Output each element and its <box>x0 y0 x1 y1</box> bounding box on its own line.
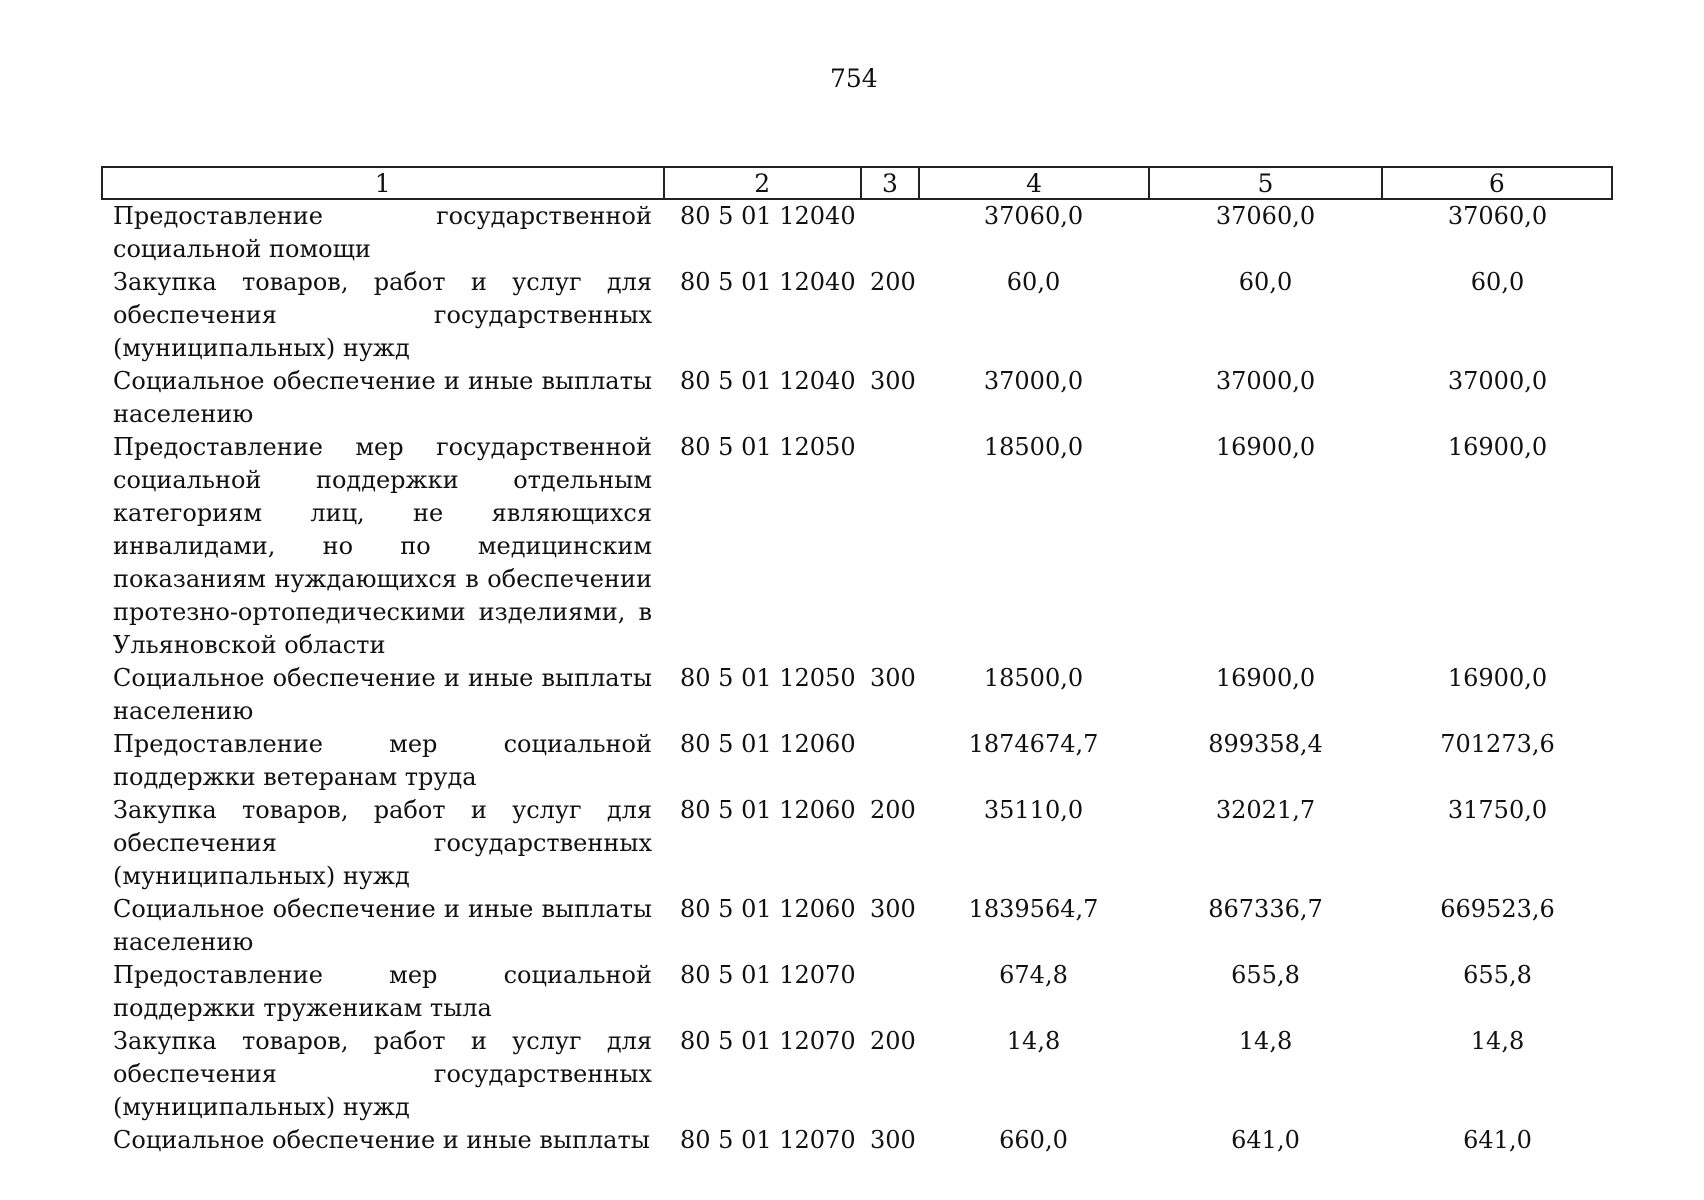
row-code: 80 5 01 12060 <box>680 730 856 758</box>
row-value-6: 701273,6 <box>1440 730 1555 758</box>
table-row <box>101 728 1613 794</box>
row-value-5: 16900,0 <box>1215 664 1316 692</box>
row-code: 80 5 01 12070 <box>680 1126 856 1154</box>
table-row <box>101 893 1613 959</box>
row-value-6: 641,0 <box>1463 1126 1532 1154</box>
header-col-3: 3 <box>860 168 918 198</box>
row-type: 200 <box>870 268 916 296</box>
row-code: 80 5 01 12070 <box>680 1027 856 1055</box>
row-name: Предоставление мер социальной поддержки труженикам тыла <box>113 961 652 1022</box>
row-value-6: 655,8 <box>1463 961 1532 989</box>
row-value-4: 35110,0 <box>983 796 1084 824</box>
row-value-4: 37000,0 <box>983 367 1084 395</box>
row-value-6: 669523,6 <box>1440 895 1555 923</box>
row-value-4: 660,0 <box>999 1126 1068 1154</box>
table-header-row <box>101 166 1613 200</box>
table-row <box>101 1025 1613 1124</box>
table-row <box>101 365 1613 431</box>
row-value-6: 16900,0 <box>1447 433 1548 461</box>
row-type <box>860 200 918 266</box>
table-row <box>101 431 1613 662</box>
row-value-4: 1874674,7 <box>968 730 1099 758</box>
row-value-5: 32021,7 <box>1215 796 1316 824</box>
row-name: Закупка товаров, работ и услуг для обеспечения государственных (муниципальных) нужд <box>113 1027 652 1121</box>
row-value-5: 37060,0 <box>1215 202 1316 230</box>
row-code: 80 5 01 12060 <box>680 796 856 824</box>
row-value-4: 674,8 <box>999 961 1068 989</box>
row-value-6: 16900,0 <box>1447 664 1548 692</box>
row-value-4: 1839564,7 <box>968 895 1099 923</box>
row-type <box>860 431 918 662</box>
row-code: 80 5 01 12040 <box>680 367 856 395</box>
row-name: Предоставление мер государственной социальной поддержки отдельным категориям лиц, не являющихся инвалидами, но по медицинским показаниям нуждающихся в обеспечении протезно-ортопедическими изделиями, в Ульяновской области <box>113 433 652 659</box>
table-row <box>101 266 1613 365</box>
row-name: Социальное обеспечение и иные выплаты населению <box>113 895 652 956</box>
row-name: Социальное обеспечение и иные выплаты населению <box>113 664 652 725</box>
row-value-6: 37060,0 <box>1447 202 1548 230</box>
row-value-4: 18500,0 <box>983 664 1084 692</box>
header-col-1: 1 <box>374 169 391 198</box>
table-row <box>101 959 1613 1025</box>
row-value-4: 60,0 <box>1006 268 1061 296</box>
table-row <box>101 794 1613 893</box>
row-value-4: 37060,0 <box>983 202 1084 230</box>
row-value-5: 14,8 <box>1238 1027 1293 1055</box>
row-type: 300 <box>870 367 916 395</box>
row-code: 80 5 01 12070 <box>680 961 856 989</box>
row-name: Предоставление государственной социальной помощи <box>113 202 652 263</box>
row-type: 200 <box>870 1027 916 1055</box>
row-name: Предоставление мер социальной поддержки ветеранам труда <box>113 730 652 791</box>
row-name: Социальное обеспечение и иные выплаты <box>113 1126 650 1154</box>
row-name: Закупка товаров, работ и услуг для обеспечения государственных (муниципальных) нужд <box>113 796 652 890</box>
row-value-5: 867336,7 <box>1208 895 1323 923</box>
header-col-4: 4 <box>918 168 1148 198</box>
header-col-6: 6 <box>1381 168 1611 198</box>
row-value-6: 14,8 <box>1470 1027 1525 1055</box>
row-value-5: 641,0 <box>1231 1126 1300 1154</box>
row-value-4: 18500,0 <box>983 433 1084 461</box>
row-type <box>860 959 918 1025</box>
row-type: 200 <box>870 796 916 824</box>
row-type <box>860 728 918 794</box>
row-value-6: 60,0 <box>1470 268 1525 296</box>
budget-table <box>101 166 1613 1157</box>
page-number: 754 <box>830 64 878 93</box>
row-value-6: 31750,0 <box>1447 796 1548 824</box>
row-code: 80 5 01 12040 <box>680 202 856 230</box>
table-row <box>101 1124 1613 1157</box>
row-code: 80 5 01 12050 <box>680 664 856 692</box>
row-value-6: 37000,0 <box>1447 367 1548 395</box>
header-col-2: 2 <box>663 168 860 198</box>
row-name: Закупка товаров, работ и услуг для обеспечения государственных (муниципальных) нужд <box>113 268 652 362</box>
row-value-5: 16900,0 <box>1215 433 1316 461</box>
row-type: 300 <box>870 1126 916 1154</box>
row-value-5: 60,0 <box>1238 268 1293 296</box>
row-type: 300 <box>870 664 916 692</box>
row-code: 80 5 01 12060 <box>680 895 856 923</box>
row-value-5: 37000,0 <box>1215 367 1316 395</box>
table-row <box>101 200 1613 266</box>
row-value-5: 655,8 <box>1231 961 1300 989</box>
table-row <box>101 662 1613 728</box>
row-code: 80 5 01 12050 <box>680 433 856 461</box>
header-col-5: 5 <box>1148 168 1380 198</box>
row-name: Социальное обеспечение и иные выплаты населению <box>113 367 652 428</box>
row-code: 80 5 01 12040 <box>680 268 856 296</box>
row-value-5: 899358,4 <box>1208 730 1323 758</box>
row-value-4: 14,8 <box>1006 1027 1061 1055</box>
row-type: 300 <box>870 895 916 923</box>
